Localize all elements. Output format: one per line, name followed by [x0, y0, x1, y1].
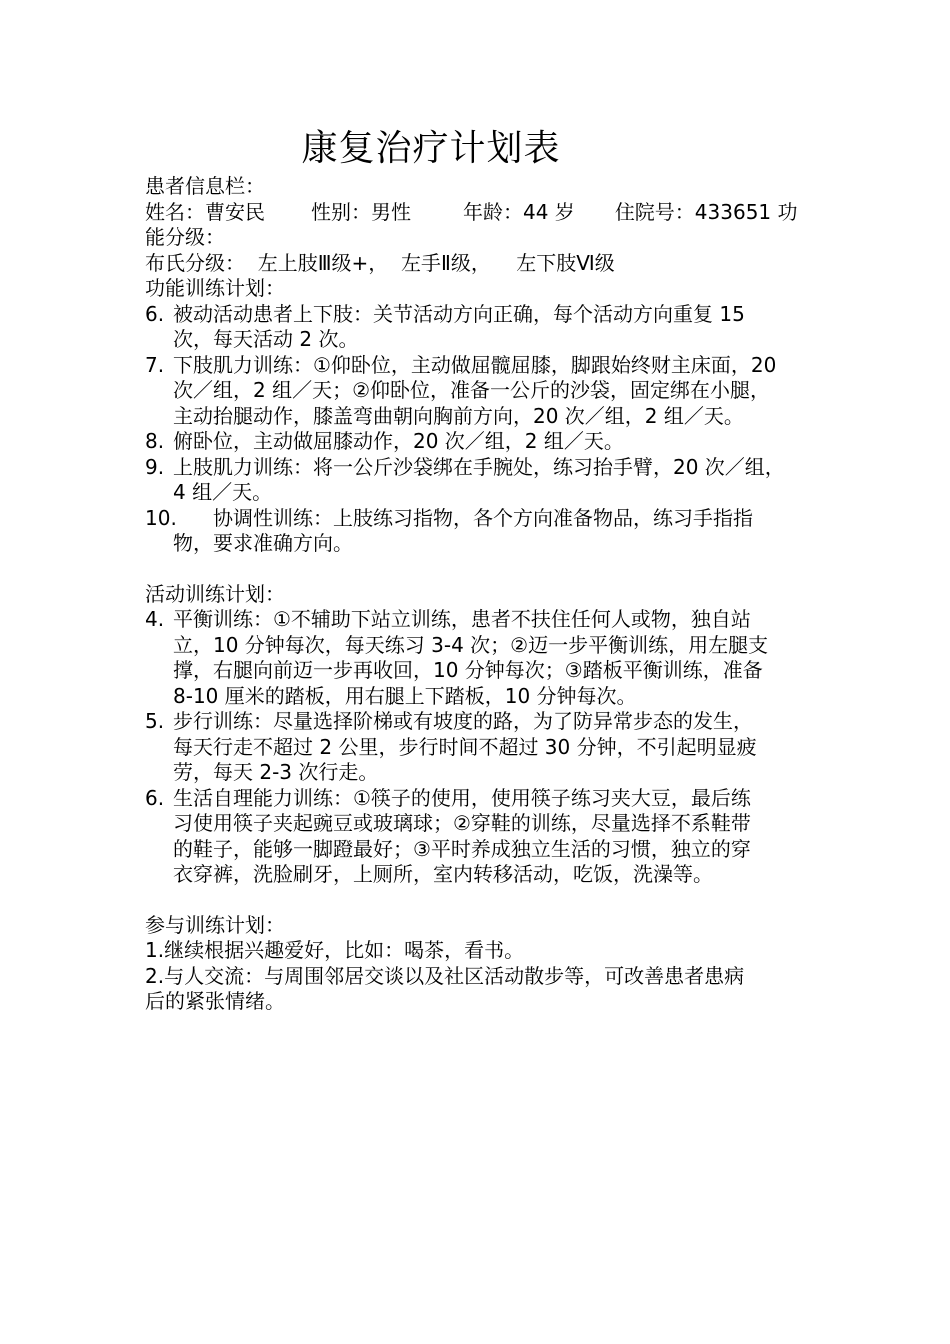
patient-name: 姓名：曹安民 [145, 199, 265, 224]
list-item [145, 709, 815, 786]
item-text-line: 的鞋子，能够一脚蹬最好；③平时养成独立生活的习惯，独立的穿 [173, 836, 751, 861]
item-text-line: 步行训练：尽量选择阶梯或有坡度的路，为了防异常步态的发生， [173, 709, 753, 733]
item-number: 5. [145, 709, 165, 733]
item-number: 6. [145, 785, 165, 810]
item-number: 10. [145, 505, 177, 530]
grade-upper-left: 左上肢Ⅲ级+， [257, 250, 389, 275]
item-text-line: 8-10 厘米的踏板，用右腿上下踏板，10 分钟每次。 [173, 683, 637, 708]
patient-age: 年龄：44 岁 [463, 199, 575, 224]
participation-line: 1.继续根据兴趣爱好，比如：喝茶，看书。 [145, 938, 525, 962]
participation-line: 后的紧张情绪。 [145, 989, 285, 1013]
grade-lower-left: 左下肢Ⅵ级 [516, 250, 615, 275]
participation-training-heading: 参与训练计划： [145, 912, 285, 937]
item-text-line: 习使用筷子夹起豌豆或玻璃球；②穿鞋的训练，尽量选择不系鞋带 [173, 811, 751, 835]
item-number: 8. [145, 429, 165, 453]
item-text-line: 劳，每天 2-3 次行走。 [173, 760, 379, 784]
patient-gender: 性别：男性 [311, 199, 411, 224]
brunnstrom-grade-line [145, 251, 815, 277]
item-text-line: 物，要求准确方向。 [173, 531, 353, 555]
list-item [145, 455, 815, 506]
item-number: 7. [145, 352, 165, 377]
list-item [145, 786, 815, 888]
patient-info-heading: 患者信息栏： [145, 174, 265, 198]
participation-line: 2.与人交流：与周围邻居交谈以及社区活动散步等，可改善患者患病 [145, 963, 745, 988]
item-number: 6. [145, 301, 165, 326]
list-item [145, 506, 815, 557]
list-item [145, 429, 815, 455]
list-item [145, 302, 815, 353]
item-text-line: 上肢肌力训练：将一公斤沙袋绑在手腕处，练习抬手臂，20 次／组， [173, 454, 785, 479]
document-title: 康复治疗计划表 [301, 128, 561, 169]
item-text-line: 次，每天活动 2 次。 [173, 327, 359, 351]
item-text-line: 次／组，2 组／天；②仰卧位，准备一公斤的沙袋，固定绑在小腿， [173, 378, 771, 402]
item-text-line: 被动活动患者上下肢：关节活动方向正确，每个活动方向重复 15 [173, 301, 745, 326]
item-text-line: 撑，右腿向前迈一步再收回，10 分钟每次；③踏板平衡训练，准备 [173, 658, 763, 682]
item-text-line: 平衡训练：①不辅助下站立训练，患者不扶住任何人或物，独自站 [173, 607, 751, 631]
document-body [145, 174, 815, 1015]
activity-training-heading: 活动训练计划： [145, 581, 285, 606]
patient-admission-number: 住院号：433651 功 [614, 199, 798, 224]
item-text-line: 每天行走不超过 2 公里，步行时间不超过 30 分钟，不引起明显疲 [173, 734, 757, 759]
item-text-line: 主动抬腿动作，膝盖弯曲朝向胸前方向，20 次／组，2 组／天。 [173, 403, 744, 428]
item-text-line: 下肢肌力训练：①仰卧位，主动做屈髋屈膝，脚跟始终财主床面，20 [173, 352, 777, 377]
item-number: 9. [145, 454, 165, 479]
item-text-line: 立，10 分钟每次，每天练习 3-4 次；②迈一步平衡训练，用左腿支 [173, 632, 769, 657]
activity-training-list [145, 607, 815, 888]
functional-training-list [145, 302, 815, 557]
list-item [145, 353, 815, 430]
brunnstrom-label: 布氏分级： [145, 250, 245, 275]
item-text-line: 4 组／天。 [173, 480, 273, 504]
grade-hand-left: 左手Ⅱ级， [400, 250, 491, 275]
functional-grade-label: 能分级： [145, 225, 225, 249]
item-number: 4. [145, 607, 165, 631]
item-text-line: 协调性训练：上肢练习指物，各个方向准备物品，练习手指指 [213, 505, 753, 530]
functional-training-heading: 功能训练计划： [145, 276, 285, 300]
item-text-line: 生活自理能力训练：①筷子的使用，使用筷子练习夹大豆，最后练 [173, 785, 751, 810]
item-text-line: 俯卧位，主动做屈膝动作，20 次／组，2 组／天。 [173, 429, 624, 453]
item-text-line: 衣穿裤，洗脸刷牙，上厕所，室内转移活动，吃饭，洗澡等。 [173, 862, 713, 886]
list-item [145, 607, 815, 709]
patient-info-line [145, 200, 815, 226]
